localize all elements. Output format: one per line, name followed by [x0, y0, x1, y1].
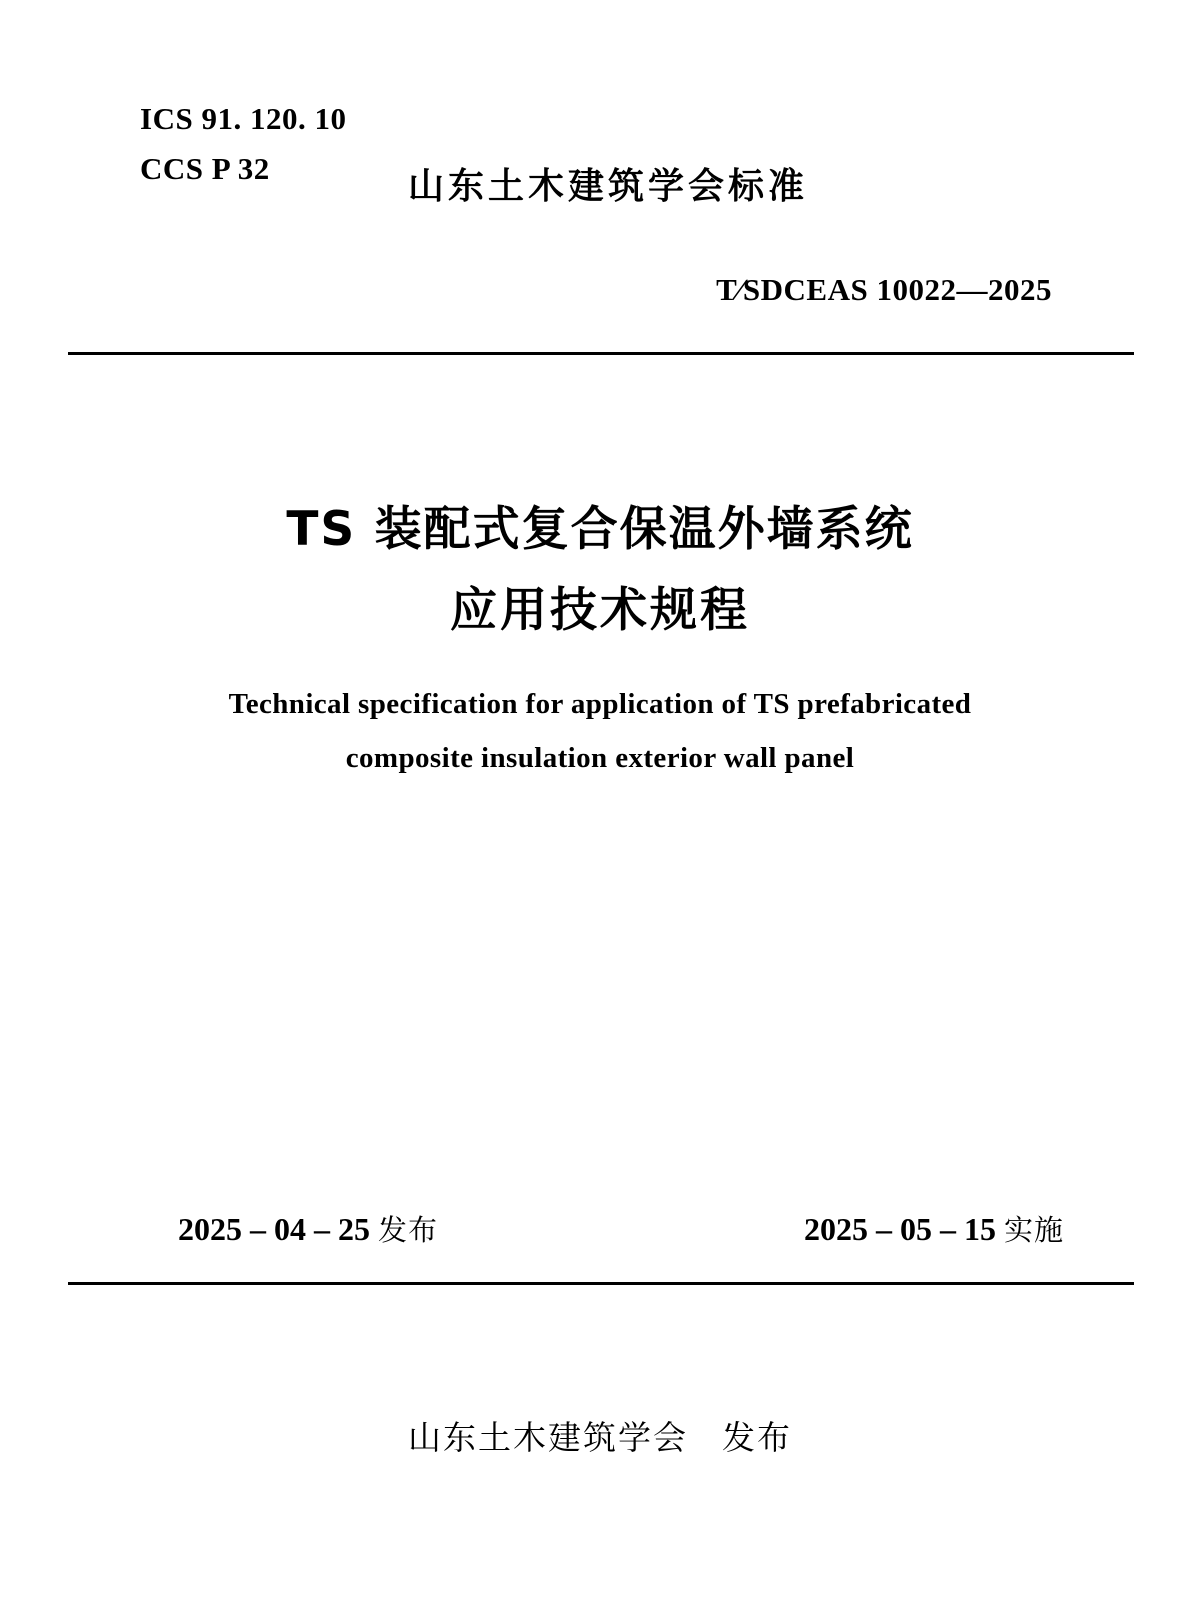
title-en-line2: composite insulation exterior wall panel	[345, 741, 855, 774]
society-standard-label: 山东土木建筑学会标准	[408, 166, 809, 207]
publisher-name: 山东土木建筑学会	[408, 1418, 688, 1457]
title-en-line1: Technical specification for application of TS prefabricated	[228, 688, 972, 720]
footer-divider	[68, 1282, 1134, 1285]
issue-date: 2025 – 04 – 25	[178, 1211, 370, 1247]
issue-date-group	[178, 1208, 438, 1249]
effective-date: 2025 – 05 – 15	[803, 1211, 996, 1247]
header-block	[68, 86, 1132, 336]
effective-date-group	[804, 1208, 1064, 1249]
standard-number: T∕SDCEAS 10022—2025	[716, 272, 1052, 307]
title-zh-line2: 应用技术规程	[450, 582, 750, 638]
issue-date-label: 发布	[378, 1213, 439, 1247]
effective-date-label: 实施	[1003, 1213, 1064, 1247]
ics-classification	[140, 94, 346, 194]
page-subtitle-en	[0, 678, 1200, 785]
publisher-line	[0, 1412, 1200, 1459]
ccs-code: CCS P 32	[140, 151, 270, 187]
title-zh-line1: TS 装配式复合保温外墙系统	[286, 502, 914, 557]
page-title	[0, 490, 1200, 652]
dates-block	[68, 1208, 1134, 1268]
header-divider	[68, 352, 1134, 355]
ics-code: ICS 91. 120. 10	[140, 101, 347, 136]
publisher-action: 发布	[722, 1418, 792, 1457]
